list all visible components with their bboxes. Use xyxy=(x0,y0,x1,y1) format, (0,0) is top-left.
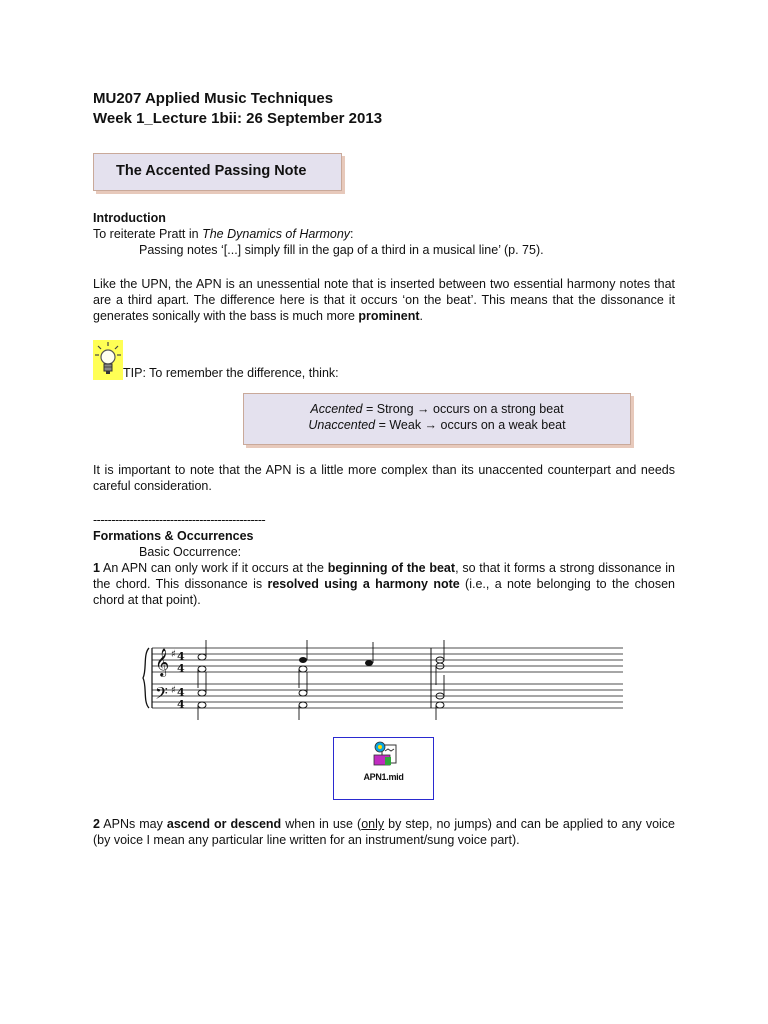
introduction-section xyxy=(93,210,544,258)
svg-text:4: 4 xyxy=(177,686,185,699)
svg-text:♯: ♯ xyxy=(171,685,176,696)
document-title xyxy=(93,89,382,129)
formations-heading: Formations & Occurrences xyxy=(93,529,254,543)
svg-text:𝄢: 𝄢 xyxy=(155,683,168,707)
course-title: MU207 Applied Music Techniques xyxy=(93,90,334,107)
quote: Passing notes ‘[...] simply fill in the gap of a third in a musical line’ (p. 75). xyxy=(139,243,544,257)
basic-occurrence-heading: Basic Occurrence: xyxy=(139,545,242,559)
tip-box xyxy=(243,393,631,445)
music-score xyxy=(140,640,626,720)
section-title: The Accented Passing Note xyxy=(116,163,307,179)
svg-text:4: 4 xyxy=(177,698,185,711)
midi-file-name: APN1.mid xyxy=(363,772,404,782)
svg-text:4: 4 xyxy=(177,662,185,675)
point-1-paragraph: 1 An APN can only work if it occurs at the beginning of the beat, so that it forms a strong dissonance in the chord. This dissonance is resolved using a harmony note (i.e., a note belonging to the chosen chord at that point). xyxy=(93,561,675,607)
lecture-title: Week 1_Lecture 1bii: 26 September 2013 xyxy=(93,110,383,127)
complexity-paragraph: It is important to note that the APN is a little more complex than its unaccented counterpart and needs careful consideration. xyxy=(93,463,675,493)
lightbulb-icon xyxy=(93,340,123,380)
formations-section xyxy=(93,528,253,560)
book-title: The Dynamics of Harmony xyxy=(202,227,351,241)
apn-paragraph: Like the UPN, the APN is an unessential note that is inserted between two essential harmony notes that are a third apart. The difference here is that it occurs ‘on the beat’. This means that the dissonance it generates sonically with the bass is much more prominent. xyxy=(93,277,675,323)
svg-text:4: 4 xyxy=(177,650,185,663)
divider-line: ----------------------------------------------- xyxy=(93,513,266,527)
tip-row-accented: Accented = Strong → occurs on a strong beat xyxy=(310,402,564,416)
svg-text:♯: ♯ xyxy=(171,649,176,660)
midi-file-icon xyxy=(370,741,400,769)
point-2-paragraph: 2 APNs may ascend or descend when in use (only by step, no jumps) and can be applied to any voice (by voice I mean any particular line written for an instrument/sung voice part). xyxy=(93,817,675,847)
intro-line: To reiterate Pratt in The Dynamics of Harmony: xyxy=(93,227,354,241)
section-title-box xyxy=(93,153,342,191)
tip-text: TIP: To remember the difference, think: xyxy=(123,366,339,380)
svg-text:𝄞: 𝄞 xyxy=(155,648,170,676)
midi-file-button[interactable] xyxy=(333,737,434,800)
introduction-heading: Introduction xyxy=(93,211,166,225)
tip-row-unaccented: Unaccented = Weak → occurs on a weak beat xyxy=(308,418,566,432)
